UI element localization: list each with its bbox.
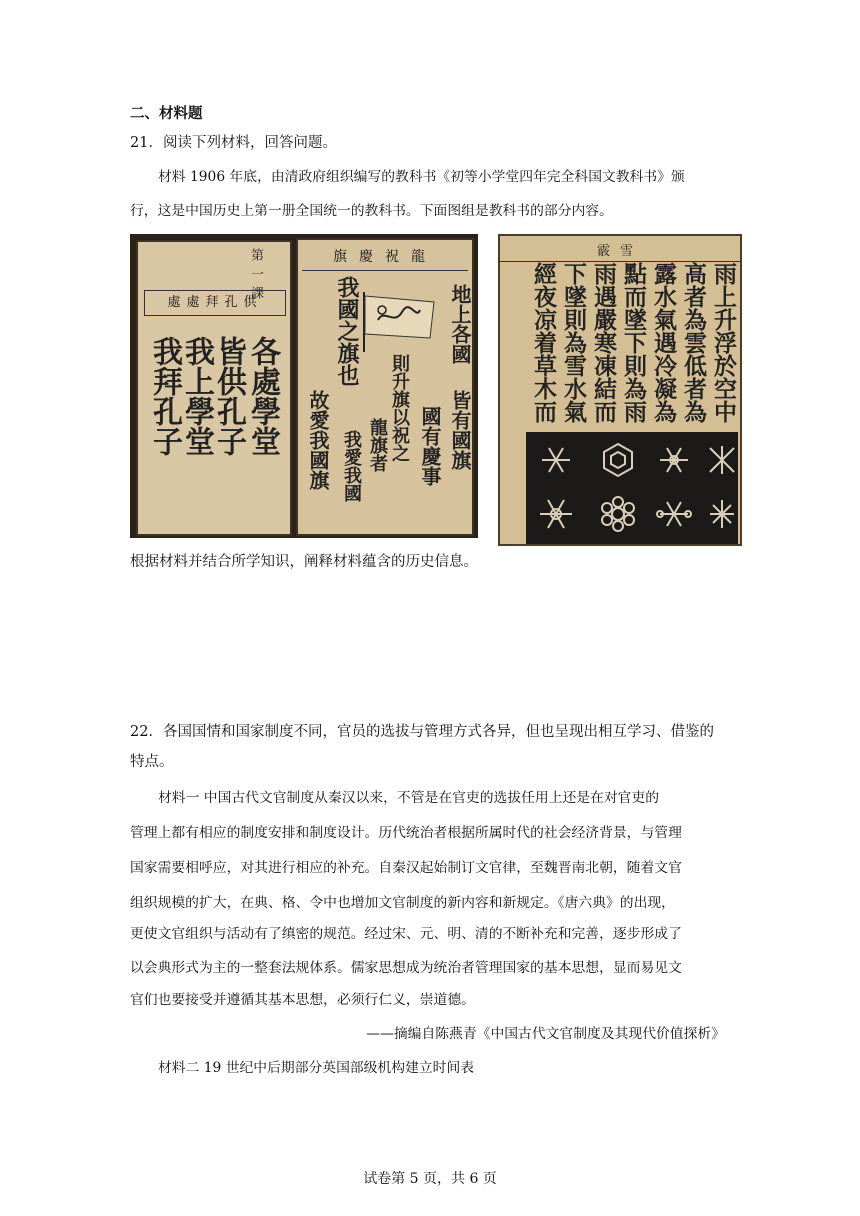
page1-title-box: 處處拜孔供 [144, 290, 286, 316]
q21-material-line1: 材料 1906 年底，由清政府组织编写的教科书《初等小学堂四年完全科国文教科书》颁 [158, 169, 685, 185]
page2-col-8: 故愛我國旗 [306, 390, 330, 490]
q22-material1-line5: 更使文官组织与活动有了缜密的规范。经过宋、元、明、清的不断补充和完善，逐步形成了 [130, 926, 682, 942]
page1-header: 第一課 [248, 248, 263, 305]
q21-material-line2: 行，这是中国历史上第一册全国统一的教科书。下面图组是教科书的部分内容。 [130, 203, 613, 219]
q22-material1-line2: 管理上都有相应的制度安排和制度设计。历代统治者根据所属时代的社会经济背景，与管理 [130, 825, 682, 841]
page3-col-5: 雨遇嚴寒凍結而 [590, 262, 617, 423]
page3-col-2: 高者為雲低者為 [680, 262, 707, 423]
textbook-page-1 [136, 240, 292, 536]
page1-col-3: 我上學堂 [179, 336, 214, 456]
page2-col-1: 地上各國 [448, 284, 472, 364]
page1-col-4: 我拜孔子 [147, 336, 182, 456]
q22-material1-line3: 国家需要相呼应，对其进行相应的补充。自秦汉起始制订文官律，至魏晋南北朝，随着文官 [130, 860, 682, 876]
dragon-flag-illustration [360, 290, 440, 354]
q22-stem-line2: 特点。 [130, 754, 174, 770]
q22-stem-line1: 22．各国国情和国家制度不同，官员的选拔与管理方式各异，但也呈现出相互学习、借鉴的 [130, 724, 714, 740]
page3-col-3: 露水氣遇冷凝為 [650, 262, 677, 423]
q22-material1-line6: 以会典形式为主的一整套法规体系。儒家思想成为统治者管理国家的基本思想，显而易见文 [130, 960, 682, 976]
page1-col-2: 皆供孔子 [211, 336, 246, 456]
textbook-page-2 [296, 238, 474, 536]
page1-col-1: 各處學堂 [245, 336, 280, 456]
page3-col-1: 雨上升浮於空中 [710, 262, 737, 423]
q22-material1-line1: 材料一 中国古代文官制度从秦汉以来，不管是在官吏的选拔任用上还是在对官吏的 [158, 790, 660, 806]
page2-col-2: 皆有國旗 [448, 390, 472, 470]
page3-col-4: 點而墜下則為雨 [620, 262, 647, 423]
page3-col-6: 下墜則為雪水氣 [560, 262, 587, 423]
page-footer: 试卷第 5 页，共 6 页 [363, 1171, 497, 1187]
q22-material1-line4: 组织规模的扩大，在典、格、令中也增加文官制度的新内容和新规定。《唐六典》的出现， [130, 895, 675, 911]
textbook-photo-1 [130, 234, 478, 538]
textbook-photo-2 [498, 234, 742, 546]
page3-col-7: 經夜凉着草木而 [530, 262, 557, 423]
q21-stem: 21．阅读下列材料，回答问题。 [130, 135, 337, 151]
page2-col-5: 龍旗者 [367, 418, 388, 472]
page2-col-6: 我國之旗也 [334, 276, 360, 386]
page2-col-7: 我愛我國 [341, 430, 362, 502]
page2-col-3: 國有慶事 [418, 406, 442, 486]
q21-question: 根据材料并结合所学知识，阐释材料蕴含的历史信息。 [130, 554, 478, 570]
page2-title-box: 旗慶祝龍 [302, 244, 468, 271]
q22-material1-line7: 官们也要接受并遵循其基本思想，必须行仁义，崇道德。 [130, 992, 475, 1008]
snowflake-illustrations [526, 432, 738, 544]
q22-material1-source: ——摘编自陈燕青《中国古代文官制度及其现代价值探析》 [366, 1026, 725, 1042]
page3-title: 霰雪 [500, 240, 740, 262]
page2-col-4: 則升旗以祝之 [389, 354, 410, 462]
section-title: 二、材料题 [130, 105, 203, 122]
q22-material2-title: 材料二 19 世纪中后期部分英国部级机构建立时间表 [158, 1060, 475, 1076]
